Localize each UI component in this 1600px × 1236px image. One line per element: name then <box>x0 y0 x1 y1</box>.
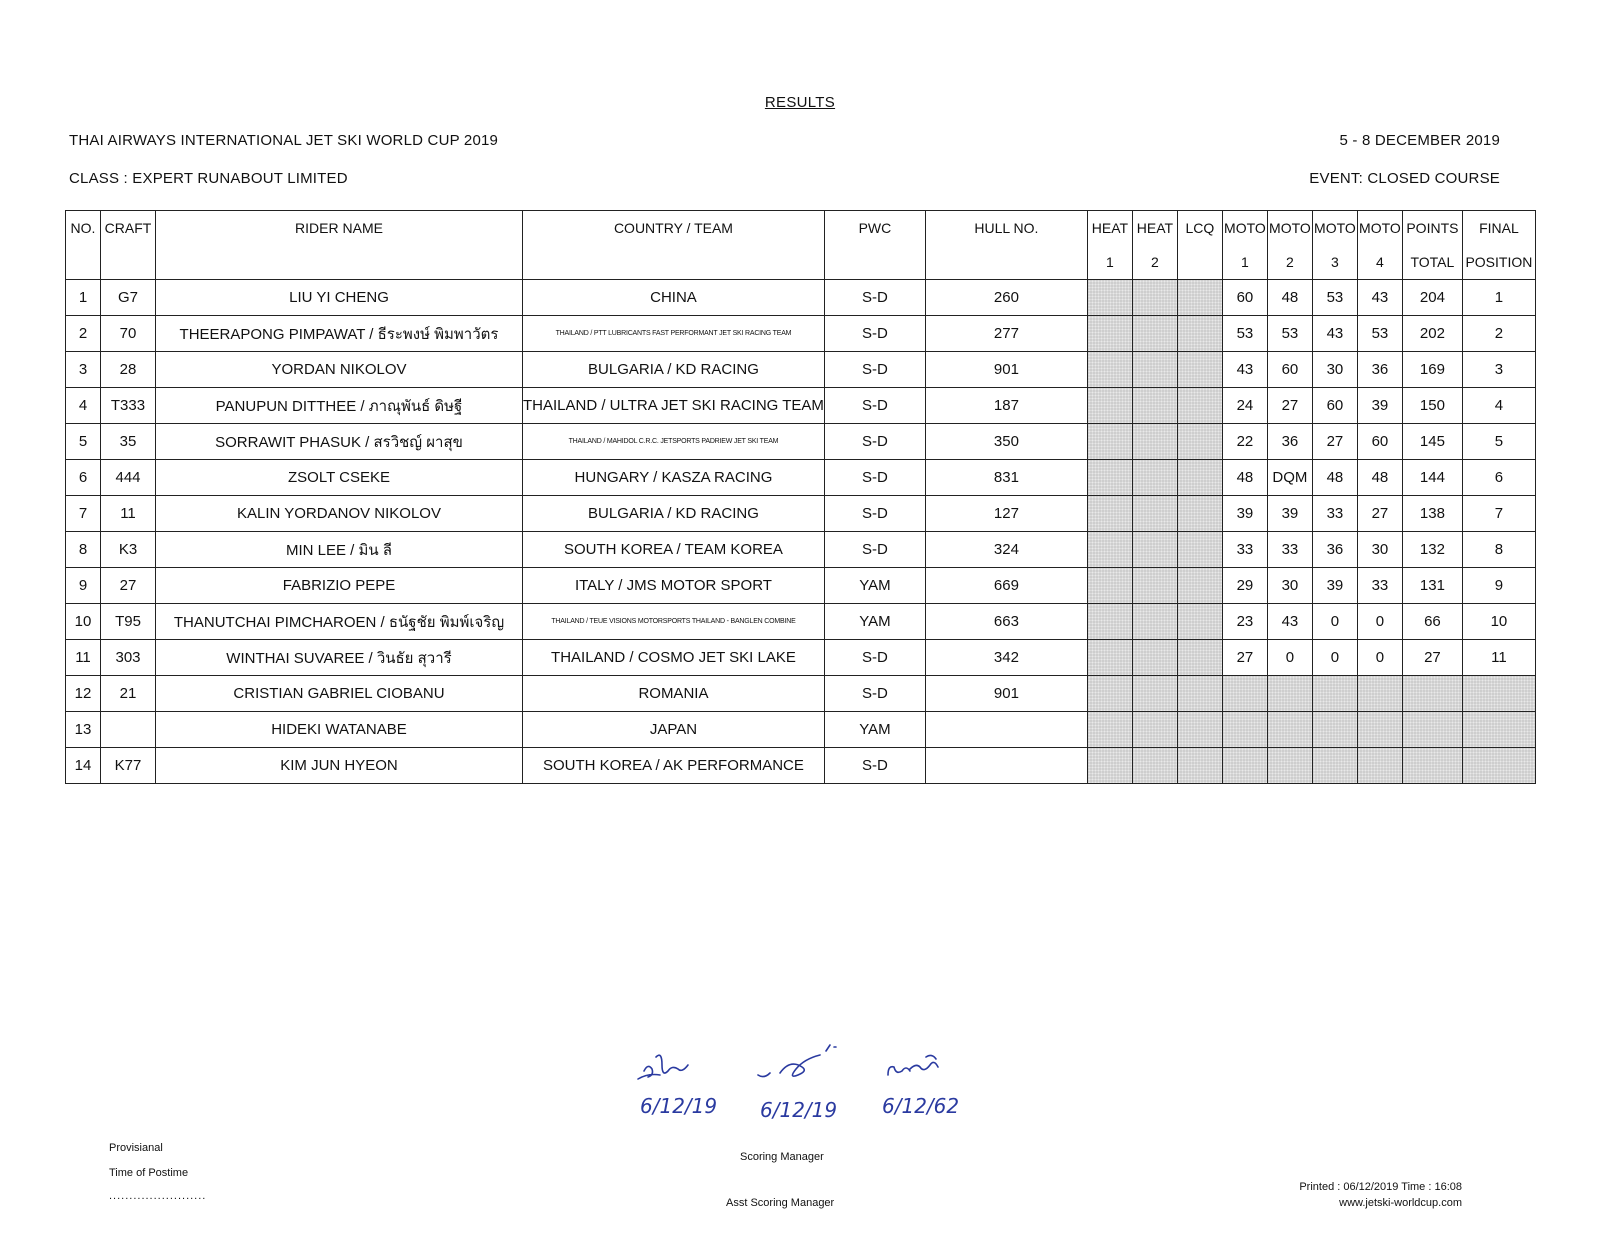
cell-pwc: YAM <box>824 604 925 640</box>
cell-heat1 <box>1087 532 1132 568</box>
cell-moto1: 48 <box>1222 460 1267 496</box>
cell-points-total: 150 <box>1402 388 1462 424</box>
cell-lcq <box>1177 352 1222 388</box>
cell-final-position: 1 <box>1462 280 1535 316</box>
cell-moto2: 43 <box>1267 604 1312 640</box>
col-lcq-header: LCQ <box>1177 211 1222 246</box>
cell-moto2: 53 <box>1267 316 1312 352</box>
cell-heat2 <box>1132 496 1177 532</box>
cell-heat2 <box>1132 748 1177 784</box>
cell-lcq <box>1177 316 1222 352</box>
cell-team: ITALY / JMS MOTOR SPORT <box>523 568 825 604</box>
class-name: CLASS : EXPERT RUNABOUT LIMITED <box>69 170 348 187</box>
cell-points-total: 132 <box>1402 532 1462 568</box>
col-hull-subheader <box>925 245 1087 280</box>
cell-heat1 <box>1087 388 1132 424</box>
cell-points-total <box>1402 676 1462 712</box>
cell-no: 7 <box>66 496 101 532</box>
cell-points-total: 27 <box>1402 640 1462 676</box>
cell-moto3: 60 <box>1312 388 1357 424</box>
cell-moto2: 39 <box>1267 496 1312 532</box>
cell-lcq <box>1177 568 1222 604</box>
cell-hull-no: 127 <box>925 496 1087 532</box>
cell-moto2: DQM <box>1267 460 1312 496</box>
cell-rider-name: PANUPUN DITTHEE / ภาณุพันธ์ ดิษฐี <box>156 388 523 424</box>
cell-final-position: 6 <box>1462 460 1535 496</box>
cell-team: HUNGARY / KASZA RACING <box>523 460 825 496</box>
cell-rider-name: ZSOLT CSEKE <box>156 460 523 496</box>
cell-hull-no <box>925 712 1087 748</box>
cell-team: THAILAND / MAHIDOL C.R.C. JETSPORTS PADRIEW JET SKI TEAM <box>523 424 825 460</box>
cell-heat2 <box>1132 316 1177 352</box>
table-row <box>66 496 1536 532</box>
cell-moto4: 33 <box>1357 568 1402 604</box>
cell-points-total: 131 <box>1402 568 1462 604</box>
col-pwc-header: PWC <box>824 211 925 246</box>
cell-rider-name: KALIN YORDANOV NIKOLOV <box>156 496 523 532</box>
cell-craft: G7 <box>101 280 156 316</box>
website-url: www.jetski-worldcup.com <box>1339 1197 1462 1209</box>
cell-pwc: YAM <box>824 712 925 748</box>
col-moto2-subheader: 2 <box>1267 245 1312 280</box>
col-no-subheader <box>66 245 101 280</box>
cell-heat2 <box>1132 352 1177 388</box>
cell-heat1 <box>1087 604 1132 640</box>
cell-no: 3 <box>66 352 101 388</box>
cell-craft: 303 <box>101 640 156 676</box>
cell-moto2: 60 <box>1267 352 1312 388</box>
cell-no: 9 <box>66 568 101 604</box>
cell-moto1: 60 <box>1222 280 1267 316</box>
table-row <box>66 280 1536 316</box>
cell-hull-no: 901 <box>925 352 1087 388</box>
cell-hull-no: 669 <box>925 568 1087 604</box>
col-rider-header: RIDER NAME <box>156 211 523 246</box>
cell-heat2 <box>1132 604 1177 640</box>
cell-heat2 <box>1132 676 1177 712</box>
cell-team: BULGARIA / KD RACING <box>523 496 825 532</box>
col-craft-header: CRAFT <box>101 211 156 246</box>
cell-lcq <box>1177 712 1222 748</box>
cell-moto1: 27 <box>1222 640 1267 676</box>
cell-lcq <box>1177 532 1222 568</box>
cell-craft: 35 <box>101 424 156 460</box>
cell-moto1: 33 <box>1222 532 1267 568</box>
cell-hull-no: 831 <box>925 460 1087 496</box>
cell-rider-name: CRISTIAN GABRIEL CIOBANU <box>156 676 523 712</box>
cell-heat1 <box>1087 280 1132 316</box>
cell-no: 11 <box>66 640 101 676</box>
signature-3-mark <box>888 1055 938 1075</box>
table-row <box>66 352 1536 388</box>
col-hull-header: HULL NO. <box>925 211 1087 246</box>
cell-final-position <box>1462 748 1535 784</box>
col-points-header: POINTS <box>1402 211 1462 246</box>
results-title: RESULTS <box>764 94 836 111</box>
col-moto4-header: MOTO <box>1357 211 1402 246</box>
cell-rider-name: FABRIZIO PEPE <box>156 568 523 604</box>
table-row <box>66 388 1536 424</box>
cell-no: 1 <box>66 280 101 316</box>
cell-pwc: S-D <box>824 280 925 316</box>
cell-team: THAILAND / PTT LUBRICANTS FAST PERFORMANT JET SKI RACING TEAM <box>523 316 825 352</box>
cell-final-position: 3 <box>1462 352 1535 388</box>
cell-moto2: 0 <box>1267 640 1312 676</box>
col-heat1-subheader: 1 <box>1087 245 1132 280</box>
cell-no: 8 <box>66 532 101 568</box>
cell-hull-no: 187 <box>925 388 1087 424</box>
cell-moto3: 0 <box>1312 640 1357 676</box>
cell-team: SOUTH KOREA / TEAM KOREA <box>523 532 825 568</box>
cell-hull-no: 260 <box>925 280 1087 316</box>
cell-craft: K3 <box>101 532 156 568</box>
cell-no: 12 <box>66 676 101 712</box>
cell-heat1 <box>1087 676 1132 712</box>
table-row <box>66 712 1536 748</box>
cell-moto3: 27 <box>1312 424 1357 460</box>
col-moto1-subheader: 1 <box>1222 245 1267 280</box>
cell-final-position: 10 <box>1462 604 1535 640</box>
cell-moto4 <box>1357 676 1402 712</box>
cell-lcq <box>1177 424 1222 460</box>
cell-points-total: 169 <box>1402 352 1462 388</box>
cell-moto3: 43 <box>1312 316 1357 352</box>
cell-moto4 <box>1357 748 1402 784</box>
cell-moto2: 33 <box>1267 532 1312 568</box>
col-moto1-header: MOTO <box>1222 211 1267 246</box>
col-lcq-subheader <box>1177 245 1222 280</box>
cell-rider-name: YORDAN NIKOLOV <box>156 352 523 388</box>
cell-points-total <box>1402 712 1462 748</box>
results-table <box>65 210 1536 784</box>
cell-moto1: 43 <box>1222 352 1267 388</box>
col-craft-subheader <box>101 245 156 280</box>
cell-heat1 <box>1087 496 1132 532</box>
cell-moto4: 43 <box>1357 280 1402 316</box>
cell-heat1 <box>1087 748 1132 784</box>
cell-moto3 <box>1312 748 1357 784</box>
cell-craft: 444 <box>101 460 156 496</box>
cell-craft: T95 <box>101 604 156 640</box>
cell-rider-name: THANUTCHAI PIMCHAROEN / ธนัฐชัย พิมพ์เจริญ <box>156 604 523 640</box>
cell-rider-name: WINTHAI SUVAREE / วินธัย สุวารี <box>156 640 523 676</box>
cell-team: BULGARIA / KD RACING <box>523 352 825 388</box>
cell-heat2 <box>1132 640 1177 676</box>
cell-craft: 27 <box>101 568 156 604</box>
cell-final-position: 7 <box>1462 496 1535 532</box>
cell-lcq <box>1177 460 1222 496</box>
table-row <box>66 604 1536 640</box>
table-row <box>66 424 1536 460</box>
cell-rider-name: HIDEKI WATANABE <box>156 712 523 748</box>
cell-moto4: 48 <box>1357 460 1402 496</box>
cell-pwc: S-D <box>824 316 925 352</box>
table-row <box>66 316 1536 352</box>
table-row <box>66 460 1536 496</box>
col-moto4-subheader: 4 <box>1357 245 1402 280</box>
table-row <box>66 640 1536 676</box>
cell-moto3: 53 <box>1312 280 1357 316</box>
signature-1-mark <box>638 1055 688 1079</box>
cell-hull-no: 324 <box>925 532 1087 568</box>
cell-hull-no <box>925 748 1087 784</box>
event-type: EVENT: CLOSED COURSE <box>1309 170 1500 187</box>
cell-pwc: S-D <box>824 460 925 496</box>
cell-final-position: 8 <box>1462 532 1535 568</box>
cell-pwc: S-D <box>824 424 925 460</box>
col-heat2-header: HEAT <box>1132 211 1177 246</box>
col-moto3-subheader: 3 <box>1312 245 1357 280</box>
cell-no: 13 <box>66 712 101 748</box>
cell-hull-no: 901 <box>925 676 1087 712</box>
cell-craft: 21 <box>101 676 156 712</box>
cell-no: 5 <box>66 424 101 460</box>
cell-moto4: 36 <box>1357 352 1402 388</box>
col-rider-subheader <box>156 245 523 280</box>
cell-heat2 <box>1132 388 1177 424</box>
cell-final-position: 5 <box>1462 424 1535 460</box>
cell-heat1 <box>1087 460 1132 496</box>
cell-pwc: YAM <box>824 568 925 604</box>
cell-heat2 <box>1132 568 1177 604</box>
cell-moto2 <box>1267 676 1312 712</box>
signature-2-mark <box>758 1045 836 1077</box>
cell-moto1: 39 <box>1222 496 1267 532</box>
cell-moto4: 39 <box>1357 388 1402 424</box>
cell-moto1: 23 <box>1222 604 1267 640</box>
cell-lcq <box>1177 280 1222 316</box>
table-row <box>66 676 1536 712</box>
cell-hull-no: 342 <box>925 640 1087 676</box>
cell-moto4: 0 <box>1357 604 1402 640</box>
time-of-postime-label: Time of Postime <box>109 1167 189 1179</box>
col-heat1-header: HEAT <box>1087 211 1132 246</box>
cell-moto1: 24 <box>1222 388 1267 424</box>
cell-team: ROMANIA <box>523 676 825 712</box>
cell-points-total: 202 <box>1402 316 1462 352</box>
cell-points-total: 66 <box>1402 604 1462 640</box>
cell-lcq <box>1177 640 1222 676</box>
cell-final-position: 4 <box>1462 388 1535 424</box>
col-team-subheader <box>523 245 825 280</box>
col-no-header: NO. <box>66 211 101 246</box>
cell-lcq <box>1177 604 1222 640</box>
cell-moto2: 30 <box>1267 568 1312 604</box>
cell-craft: T333 <box>101 388 156 424</box>
cell-moto3: 36 <box>1312 532 1357 568</box>
cell-craft: K77 <box>101 748 156 784</box>
cell-moto1 <box>1222 712 1267 748</box>
cell-lcq <box>1177 388 1222 424</box>
signature-2-date: 6/12/19 <box>760 1098 838 1122</box>
cell-rider-name: MIN LEE / มิน ลี <box>156 532 523 568</box>
cell-no: 4 <box>66 388 101 424</box>
cell-moto1: 29 <box>1222 568 1267 604</box>
cell-final-position <box>1462 712 1535 748</box>
cell-rider-name: LIU YI CHENG <box>156 280 523 316</box>
header-row-top <box>66 211 1536 246</box>
cell-moto1 <box>1222 676 1267 712</box>
cell-moto4: 53 <box>1357 316 1402 352</box>
cell-heat1 <box>1087 352 1132 388</box>
cell-rider-name: KIM JUN HYEON <box>156 748 523 784</box>
cell-points-total: 144 <box>1402 460 1462 496</box>
cell-no: 2 <box>66 316 101 352</box>
cell-moto3: 33 <box>1312 496 1357 532</box>
cell-lcq <box>1177 676 1222 712</box>
cell-moto2 <box>1267 712 1312 748</box>
cell-moto3: 48 <box>1312 460 1357 496</box>
cell-heat2 <box>1132 532 1177 568</box>
col-heat2-subheader: 2 <box>1132 245 1177 280</box>
cell-moto1: 22 <box>1222 424 1267 460</box>
cell-team: CHINA <box>523 280 825 316</box>
table-row <box>66 568 1536 604</box>
cell-points-total: 204 <box>1402 280 1462 316</box>
signatures <box>630 1035 980 1125</box>
cell-moto1: 53 <box>1222 316 1267 352</box>
cell-pwc: S-D <box>824 496 925 532</box>
signature-1-date: 6/12/19 <box>640 1094 718 1118</box>
postime-dotted-line: ........................ <box>109 1190 207 1202</box>
cell-heat1 <box>1087 640 1132 676</box>
event-dates: 5 - 8 DECEMBER 2019 <box>1339 132 1500 149</box>
cell-moto2 <box>1267 748 1312 784</box>
cell-moto2: 48 <box>1267 280 1312 316</box>
cell-moto2: 27 <box>1267 388 1312 424</box>
cell-heat1 <box>1087 712 1132 748</box>
signature-3-date: 6/12/62 <box>882 1094 960 1118</box>
col-points-subheader: TOTAL <box>1402 245 1462 280</box>
cell-team: THAILAND / TEUE VISIONS MOTORSPORTS THAILAND - BANGLEN COMBINE <box>523 604 825 640</box>
cell-points-total: 138 <box>1402 496 1462 532</box>
cell-lcq <box>1177 748 1222 784</box>
cell-moto4: 30 <box>1357 532 1402 568</box>
cell-heat2 <box>1132 712 1177 748</box>
col-moto2-header: MOTO <box>1267 211 1312 246</box>
event-name: THAI AIRWAYS INTERNATIONAL JET SKI WORLD CUP 2019 <box>69 132 499 149</box>
cell-moto2: 36 <box>1267 424 1312 460</box>
cell-no: 6 <box>66 460 101 496</box>
cell-lcq <box>1177 496 1222 532</box>
cell-moto3 <box>1312 676 1357 712</box>
cell-heat1 <box>1087 568 1132 604</box>
cell-moto4: 27 <box>1357 496 1402 532</box>
cell-pwc: S-D <box>824 676 925 712</box>
cell-rider-name: SORRAWIT PHASUK / สรวิชญ์ ผาสุข <box>156 424 523 460</box>
cell-team: THAILAND / COSMO JET SKI LAKE <box>523 640 825 676</box>
cell-pwc: S-D <box>824 748 925 784</box>
cell-heat1 <box>1087 424 1132 460</box>
cell-points-total: 145 <box>1402 424 1462 460</box>
cell-no: 14 <box>66 748 101 784</box>
cell-final-position: 11 <box>1462 640 1535 676</box>
asst-scoring-manager-label: Asst Scoring Manager <box>726 1197 835 1209</box>
table-row <box>66 532 1536 568</box>
cell-pwc: S-D <box>824 352 925 388</box>
cell-points-total <box>1402 748 1462 784</box>
cell-team: THAILAND / ULTRA JET SKI RACING TEAM <box>523 388 825 424</box>
cell-craft: 70 <box>101 316 156 352</box>
cell-moto4 <box>1357 712 1402 748</box>
cell-team: SOUTH KOREA / AK PERFORMANCE <box>523 748 825 784</box>
col-final-header: FINAL <box>1462 211 1535 246</box>
cell-moto4: 60 <box>1357 424 1402 460</box>
provisional-label: Provisianal <box>109 1142 163 1154</box>
cell-moto1 <box>1222 748 1267 784</box>
cell-hull-no: 350 <box>925 424 1087 460</box>
cell-heat2 <box>1132 460 1177 496</box>
cell-hull-no: 663 <box>925 604 1087 640</box>
table-row <box>66 748 1536 784</box>
cell-moto4: 0 <box>1357 640 1402 676</box>
cell-heat2 <box>1132 424 1177 460</box>
cell-moto3: 0 <box>1312 604 1357 640</box>
printed-timestamp: Printed : 06/12/2019 Time : 16:08 <box>1299 1181 1462 1193</box>
cell-rider-name: THEERAPONG PIMPAWAT / ธีระพงษ์ พิมพาวัตร <box>156 316 523 352</box>
col-moto3-header: MOTO <box>1312 211 1357 246</box>
col-pwc-subheader <box>824 245 925 280</box>
cell-heat1 <box>1087 316 1132 352</box>
cell-final-position <box>1462 676 1535 712</box>
cell-pwc: S-D <box>824 532 925 568</box>
cell-team: JAPAN <box>523 712 825 748</box>
cell-moto3: 39 <box>1312 568 1357 604</box>
cell-pwc: S-D <box>824 640 925 676</box>
scoring-manager-label: Scoring Manager <box>740 1151 824 1163</box>
col-team-header: COUNTRY / TEAM <box>523 211 825 246</box>
col-final-subheader: POSITION <box>1462 245 1535 280</box>
cell-final-position: 9 <box>1462 568 1535 604</box>
cell-heat2 <box>1132 280 1177 316</box>
cell-pwc: S-D <box>824 388 925 424</box>
cell-moto3: 30 <box>1312 352 1357 388</box>
header-row-bottom <box>66 245 1536 280</box>
cell-craft: 28 <box>101 352 156 388</box>
cell-craft: 11 <box>101 496 156 532</box>
cell-craft <box>101 712 156 748</box>
cell-moto3 <box>1312 712 1357 748</box>
cell-no: 10 <box>66 604 101 640</box>
cell-hull-no: 277 <box>925 316 1087 352</box>
results-body <box>66 280 1536 784</box>
cell-final-position: 2 <box>1462 316 1535 352</box>
